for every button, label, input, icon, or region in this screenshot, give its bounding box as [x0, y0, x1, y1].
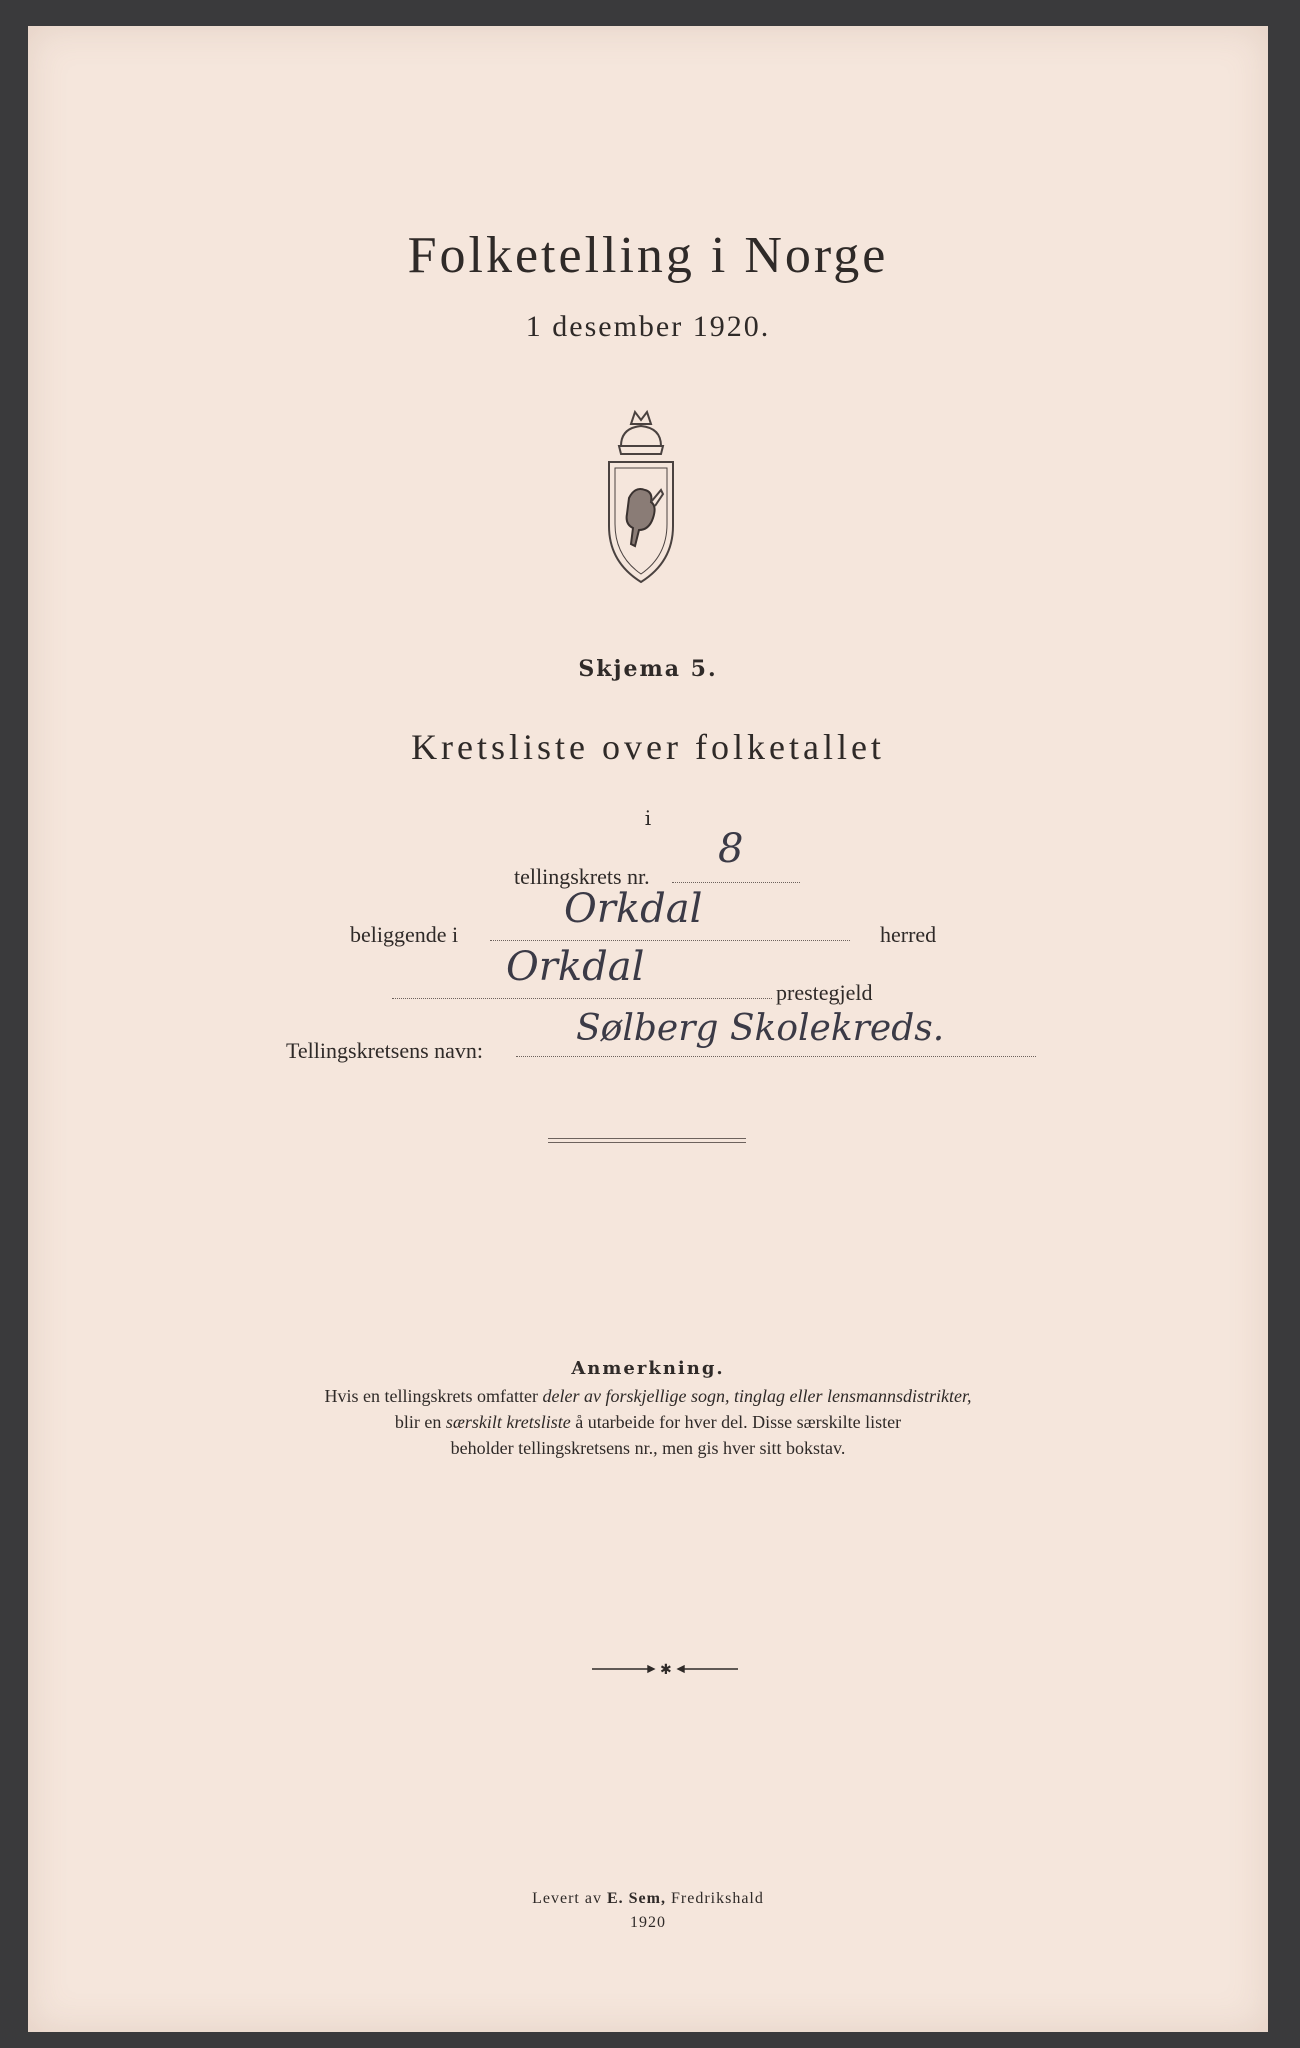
tellingskrets-value: 8: [718, 826, 744, 872]
herred-label: herred: [880, 922, 937, 947]
note-line-3: beholder tellingskretsens nr., men gis hver sitt bokstav.: [450, 1438, 846, 1458]
divider-rule: [548, 1142, 746, 1143]
prestegjeld-label: prestegjeld: [776, 980, 873, 1005]
beliggende-label: beliggende i: [350, 922, 459, 947]
tellingskrets-label: tellingskrets nr.: [514, 864, 650, 889]
census-date: 1 desember 1920.: [525, 310, 771, 343]
note-line-1: Hvis en tellingskrets omfatter deler av forskjellige sogn, tinglag eller lensmannsdistrikter,: [324, 1386, 972, 1406]
census-form-page: [28, 26, 1268, 2032]
note-heading: Anmerkning.: [571, 1358, 725, 1379]
schema-number: Skjema 5.: [578, 656, 718, 682]
navn-line: [516, 1056, 1036, 1057]
prestegjeld-line: [392, 998, 772, 999]
form-heading: Kretsliste over folketallet: [411, 727, 885, 767]
form-title: Folketelling i Norge: [407, 227, 889, 284]
navn-label: Tellingskretsens navn:: [286, 1038, 484, 1063]
tellingskrets-line: [672, 882, 800, 883]
navn-value: Sølberg Skolekreds.: [576, 1008, 945, 1049]
note-line-2: blir en særskilt kretsliste å utarbeide for hver del. Disse særskilte lister: [394, 1412, 902, 1432]
herred-line: [490, 940, 850, 941]
herred-value: Orkdal: [564, 886, 703, 932]
printer-imprint: Levert av E. Sem, Fredrikshald: [532, 1890, 764, 1907]
preposition-i: i: [644, 806, 652, 830]
coat-of-arms-icon: [591, 406, 691, 596]
divider-rule: [548, 1138, 746, 1139]
ornament-divider-icon: [588, 1662, 748, 1676]
printer-year: 1920: [630, 1914, 666, 1931]
prestegjeld-value: Orkdal: [506, 944, 645, 990]
svg-text:✱: ✱: [660, 1662, 672, 1676]
